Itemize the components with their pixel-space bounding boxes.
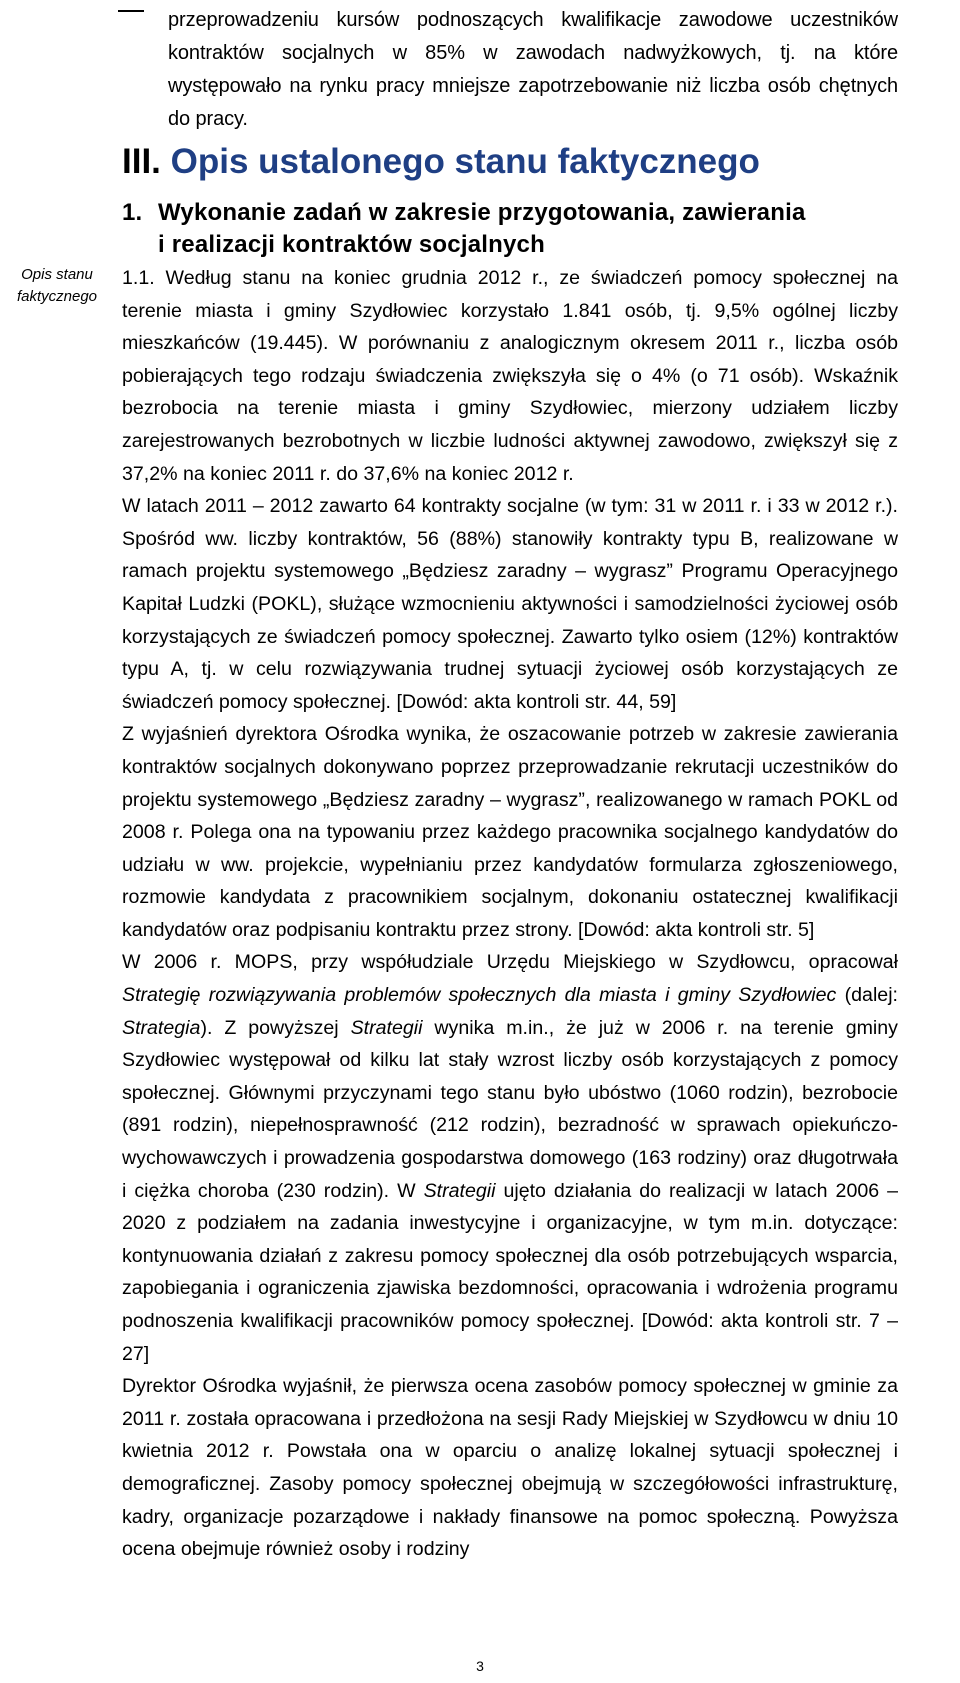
strategy-title: Strategię rozwiązywania problemów społecznych dla miasta i gminy Szydłowiec	[122, 984, 837, 1007]
strategy-genitive-2: Strategii	[423, 1179, 496, 1202]
paragraph-1: 1.1. Według stanu na koniec grudnia 2012 r., ze świadczeń pomocy społecznej na terenie miasta i gminy Szydłowiec korzystało 1.841 osób, tj. 9,5% ogólnej liczby mieszkańców (19.445). W porównaniu z analogicznym okresem 2011 r., liczba osób pobierających tego rodzaju świadczenia zwiększyła się o 4% (o 71 osób). Wskaźnik bezrobocia na terenie miasta i gminy Szydłowiec, mierzony udziałem liczby zarejestrowanych bezrobotnych w liczbie ludności aktywnej zawodowo, zwiększył się z 37,2% na koniec 2011 r. do 37,6% na koniec 2012 r.	[122, 267, 898, 485]
p4-part-d: wynika m.in., że już w 2006 r. na terenie gminy Szydłowiec występował od kilku lat stały wzrost liczby osób korzystających z pomocy społecznej. Głównymi przyczynami tego stanu było ubóstwo (1060 rodzin), bezrobocie (891 rodzin), niepełnosprawność (212 rodzin), bezradność w sprawach opiekuńczo-wychowawczych i prowadzenia gospodarstwa domowego (163 rodziny) oraz długotrwała i ciężka choroba (230 rodzin). W	[122, 1016, 898, 1202]
p4-part-c: ). Z powyższej	[200, 1016, 339, 1039]
bullet-text: przeprowadzeniu kursów podnoszących kwalifikacje zawodowe uczestników kontraktów socjalnych w 85% w zawodach nadwyżkowych, tj. na które występowało na rynku pracy mniejsze zapotrzebowanie niż liczba osób chętnych do pracy.	[168, 9, 898, 130]
subsection-number: 1.	[122, 199, 143, 226]
strategy-short: Strategia	[122, 1016, 201, 1039]
p4-part-a: W 2006 r. MOPS, przy współudziale Urzędu Miejskiego w Szydłowcu, opracował	[122, 951, 898, 974]
page-number: 3	[476, 1658, 484, 1674]
section-heading	[122, 142, 760, 182]
section-number: III.	[122, 142, 161, 181]
paragraph-4	[122, 946, 898, 1370]
section-title: Opis ustalonego stanu faktycznego	[170, 142, 760, 181]
strategy-genitive: Strategii	[350, 1016, 423, 1039]
p4-part-e: ujęto działania do realizacji w latach 2006 – 2020 z podziałem na zadania inwestycyjne i organizacyjne, w tym m.in. dotyczące: kontynuowania działań z zakresu pomocy społecznej dla osób potrzebujących wsparcia, zapobiegania i ograniczenia zjawiska bezdomności, opracowania i wdrożenia programu podnoszenia kwalifikacji pracowników pomocy społecznej. [Dowód: akta kontroli str. 7 – 27]	[122, 1179, 899, 1365]
paragraph-5: Dyrektor Ośrodka wyjaśnił, że pierwsza ocena zasobów pomocy społecznej w gminie za 2011 r. została opracowana i przedłożona na sesji Rady Miejskiej w Szydłowcu w dniu 10 kwietnia 2012 r. Powstała ona w oparciu o analizę lokalnej sytuacji społecznej i demograficznej. Zasoby pomocy społecznej obejmują w szczegółowości infrastrukturę, kadry, organizacje pozarządowe i nakłady finansowe na pomoc społeczną. Powyższa ocena obejmuje również osoby i rodziny	[122, 1375, 898, 1561]
bullet-dash	[118, 10, 144, 12]
subsection-title-line1: Wykonanie zadań w zakresie przygotowania, zawierania	[158, 199, 806, 226]
paragraph-3: Z wyjaśnień dyrektora Ośrodka wynika, że oszacowanie potrzeb w zakresie zawierania kontraktów socjalnych dokonywano poprzez przeprowadzanie rekrutacji uczestników do projektu systemowego „Będziesz zaradny – wygrasz”, realizowanego w ramach POKL od 2008 r. Polega ona na typowaniu przez każdego pracownika socjalnego kandydatów do udziału w ww. projekcie, wypełnianiu przez kandydatów formularza zgłoszeniowego, rozmowie kandydata z pracownikiem socjalnym, dokonaniu ostatecznej kwalifikacji kandydatów oraz podpisaniu kontraktu przez strony. [Dowód: akta kontroli str. 5]	[122, 723, 898, 941]
p4-part-b: (dalej:	[844, 984, 898, 1007]
margin-note: Opis stanu faktycznego	[16, 266, 98, 305]
continued-bullet	[118, 4, 898, 136]
paragraph-2: W latach 2011 – 2012 zawarto 64 kontrakty socjalne (w tym: 31 w 2011 r. i 33 w 2012 r.). Spośród ww. liczby kontraktów, 56 (88%) stanowiły kontrakty typu B, realizowane w ramach projektu systemowego „Będziesz zaradny – wygrasz” Programu Operacyjnego Kapitał Ludzki (POKL), służące wzmocnieniu aktywności i samodzielności życiowej osób korzystających ze świadczeń pomocy społecznej. Zawarto tylko osiem (12%) kontraktów typu A, tj. w celu rozwiązywania trudnej sytuacji życiowej osób korzystających ze świadczeń pomocy społecznej. [Dowód: akta kontroli str. 44, 59]	[122, 495, 898, 713]
subsection-heading	[122, 197, 898, 261]
body-text	[122, 262, 898, 1566]
subsection-title-line2: i realizacji kontraktów socjalnych	[158, 231, 545, 258]
